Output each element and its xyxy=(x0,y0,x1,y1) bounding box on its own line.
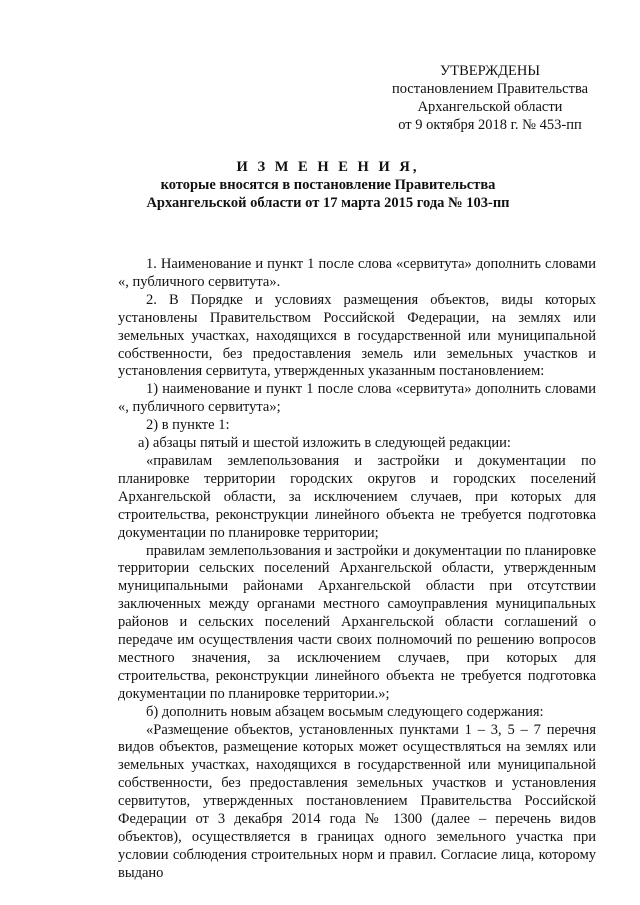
approval-line: постановлением Правительства xyxy=(391,81,589,97)
paragraph: а) абзацы пятый и шестой изложить в следующей редакции: xyxy=(138,435,511,452)
paragraph: «правилам землепользования и застройки и документации по планировке территории городских округов и городских поселений Архангельской области, за исключением случаев, при которых для строительства, реконструкции линейного объекта не требуется подготовка документации по планировке территории; xyxy=(118,452,596,541)
paragraph: «Размещение объектов, установленных пунктами 1 – 3, 5 – 7 перечня видов объектов, размещение которых может осуществляться на землях или земельных участках, находящихся в государственной или муниципальной собственности, без предоставления земельных участков и установления сервитутов, утвержденных постановлением Правительства Российской Федерации от 3 декабря 2014 года № 1300 (далее – перечень видов объектов), осуществляется в границах одного земельного участка при условии соблюдения строительных норм и правил. Согласие лица, которому выдано xyxy=(118,721,596,881)
document-heading xyxy=(118,158,538,212)
approval-stamp xyxy=(380,62,600,134)
paragraph: 2) в пункте 1: xyxy=(146,417,230,434)
approval-line: Архангельской области xyxy=(417,99,563,115)
paragraph: 1. Наименование и пункт 1 после слова «сервитута» дополнить словами «, публичного сервитута». xyxy=(118,256,596,290)
document-body xyxy=(118,256,596,883)
paragraph: правилам землепользования и застройки и документации по планировке территории сельских поселений Архангельской области, утвержденным муниципальными районами Архангельской области при отсутствии заключенных между органами местного самоуправления муниципальных районов и сельских поселений Архангельской области соглашений о передаче им осуществления части своих полномочий по решению вопросов местного значения, за исключением случаев, при которых для строительства, реконструкции линейного объекта не требуется подготовка документации по планировке территории.»; xyxy=(118,542,596,702)
heading-title: И З М Е Н Е Н И Я, xyxy=(236,159,420,175)
paragraph: 1) наименование и пункт 1 после слова «сервитута» дополнить словами «, публичного сервитута»; xyxy=(118,381,596,416)
approval-title: УТВЕРЖДЕНЫ xyxy=(439,63,541,79)
heading-subtitle: Архангельской области от 17 марта 2015 года № 103-пп xyxy=(146,195,510,211)
paragraph: 2. В Порядке и условиях размещения объектов, виды которых установлены Правительством Российской Федерации, на землях или земельных участках, находящихся в государственной или муниципальной собственности, без предоставления земель или земельных участков и установления сервитута, утвержденных указанным постановлением: xyxy=(118,291,596,380)
heading-subtitle: которые вносятся в постановление Правительства xyxy=(160,177,496,193)
paragraph: б) дополнить новым абзацем восьмым следующего содержания: xyxy=(146,703,544,720)
approval-date: от 9 октября 2018 г. № 453-пп xyxy=(398,117,582,133)
